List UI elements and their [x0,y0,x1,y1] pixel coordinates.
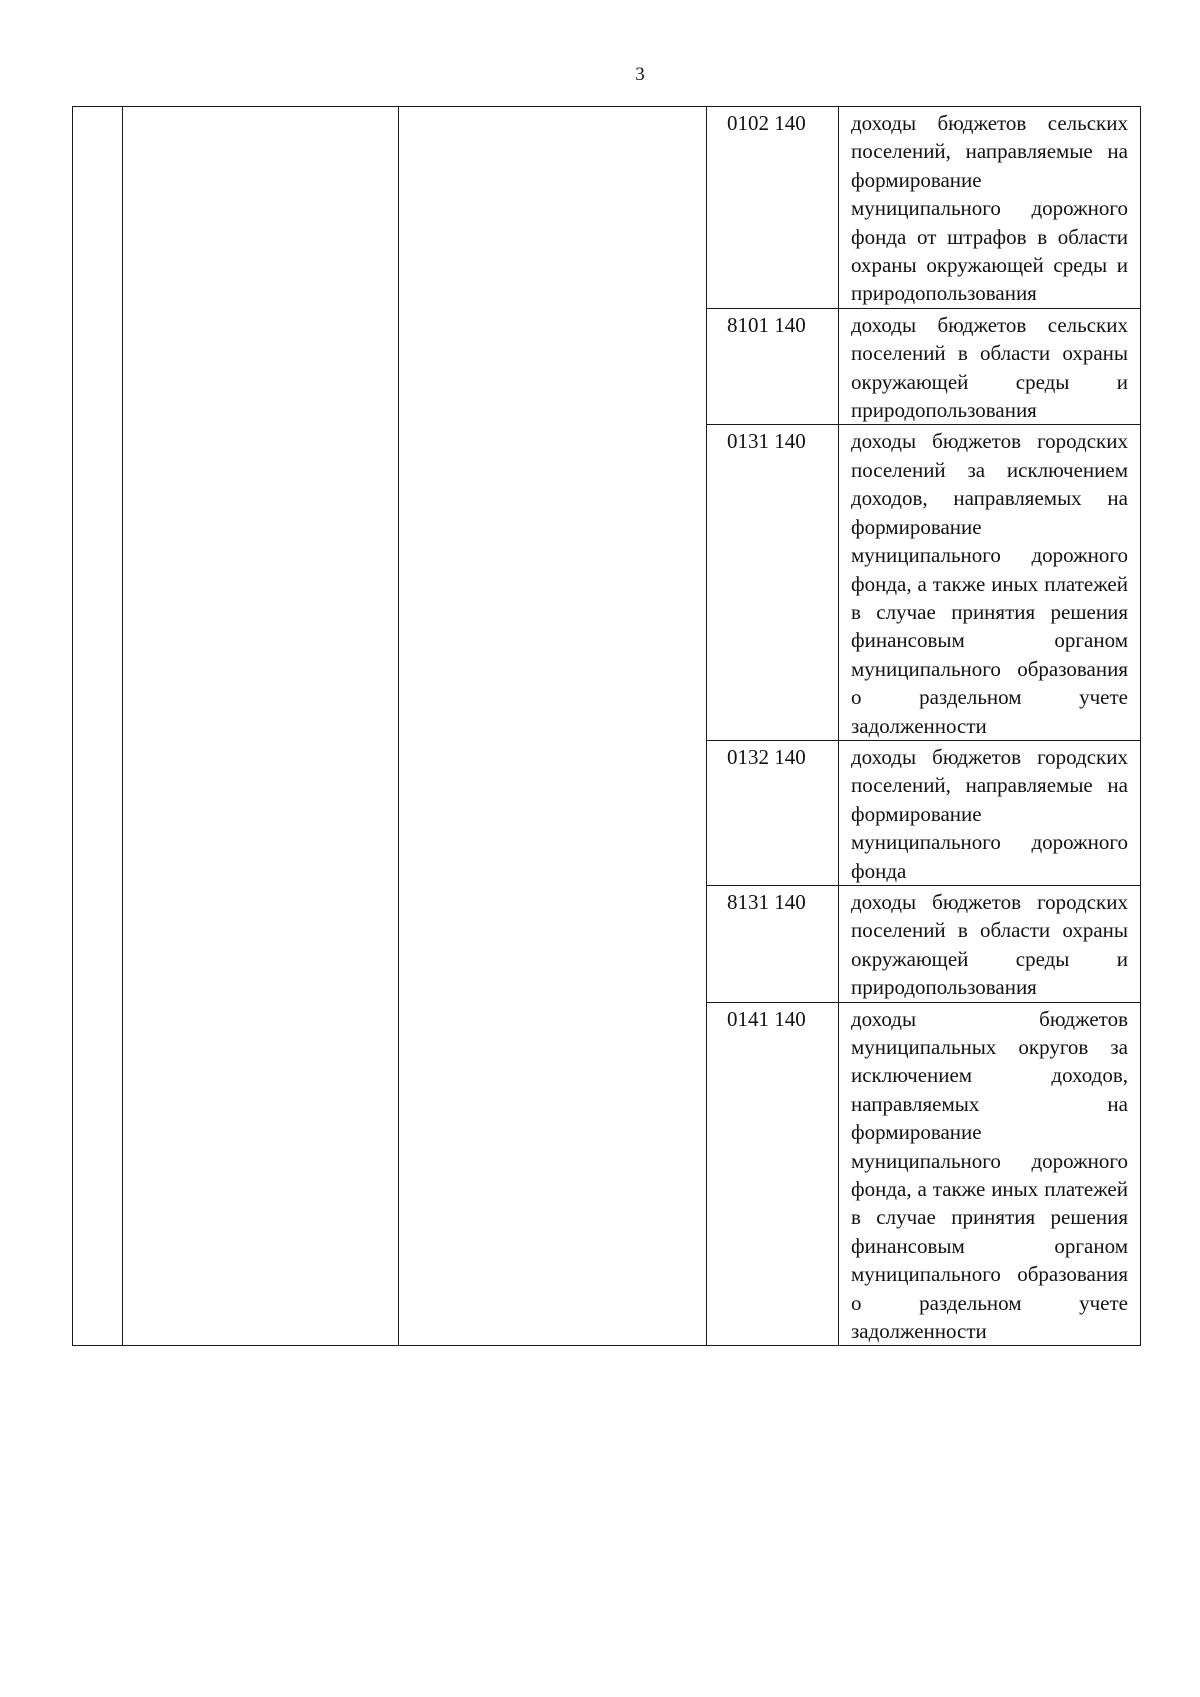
table-row [73,107,1141,309]
income-code: 8131 140 [707,885,839,1002]
income-description: доходы бюджетов городских поселений, направляемые на формирование муниципального дорожного фонда [839,740,1141,885]
income-codes-table [72,106,1141,1346]
income-code: 0141 140 [707,1002,839,1346]
empty-column-1 [73,107,123,1346]
income-description: доходы бюджетов муниципальных округов за исключением доходов, направляемых на формирование муниципального дорожного фонда, а также иных платежей в случае принятия решения финансовым органом муниципального образования о раздельном учете задолженности [839,1002,1141,1346]
income-description: доходы бюджетов городских поселений за исключением доходов, направляемых на формирование муниципального дорожного фонда, а также иных платежей в случае принятия решения финансовым органом муниципального образования о раздельном учете задолженности [839,425,1141,740]
empty-column-3 [399,107,707,1346]
income-description: доходы бюджетов городских поселений в области охраны окружающей среды и природопользования [839,885,1141,1002]
income-code: 8101 140 [707,308,839,425]
page-number: 3 [635,64,645,85]
income-code: 0132 140 [707,740,839,885]
empty-column-2 [123,107,399,1346]
income-description: доходы бюджетов сельских поселений в области охраны окружающей среды и природопользования [839,308,1141,425]
income-code: 0102 140 [707,107,839,309]
income-description: доходы бюджетов сельских поселений, направляемые на формирование муниципального дорожного фонда от штрафов в области охраны окружающей среды и природопользования [839,107,1141,309]
income-code: 0131 140 [707,425,839,740]
